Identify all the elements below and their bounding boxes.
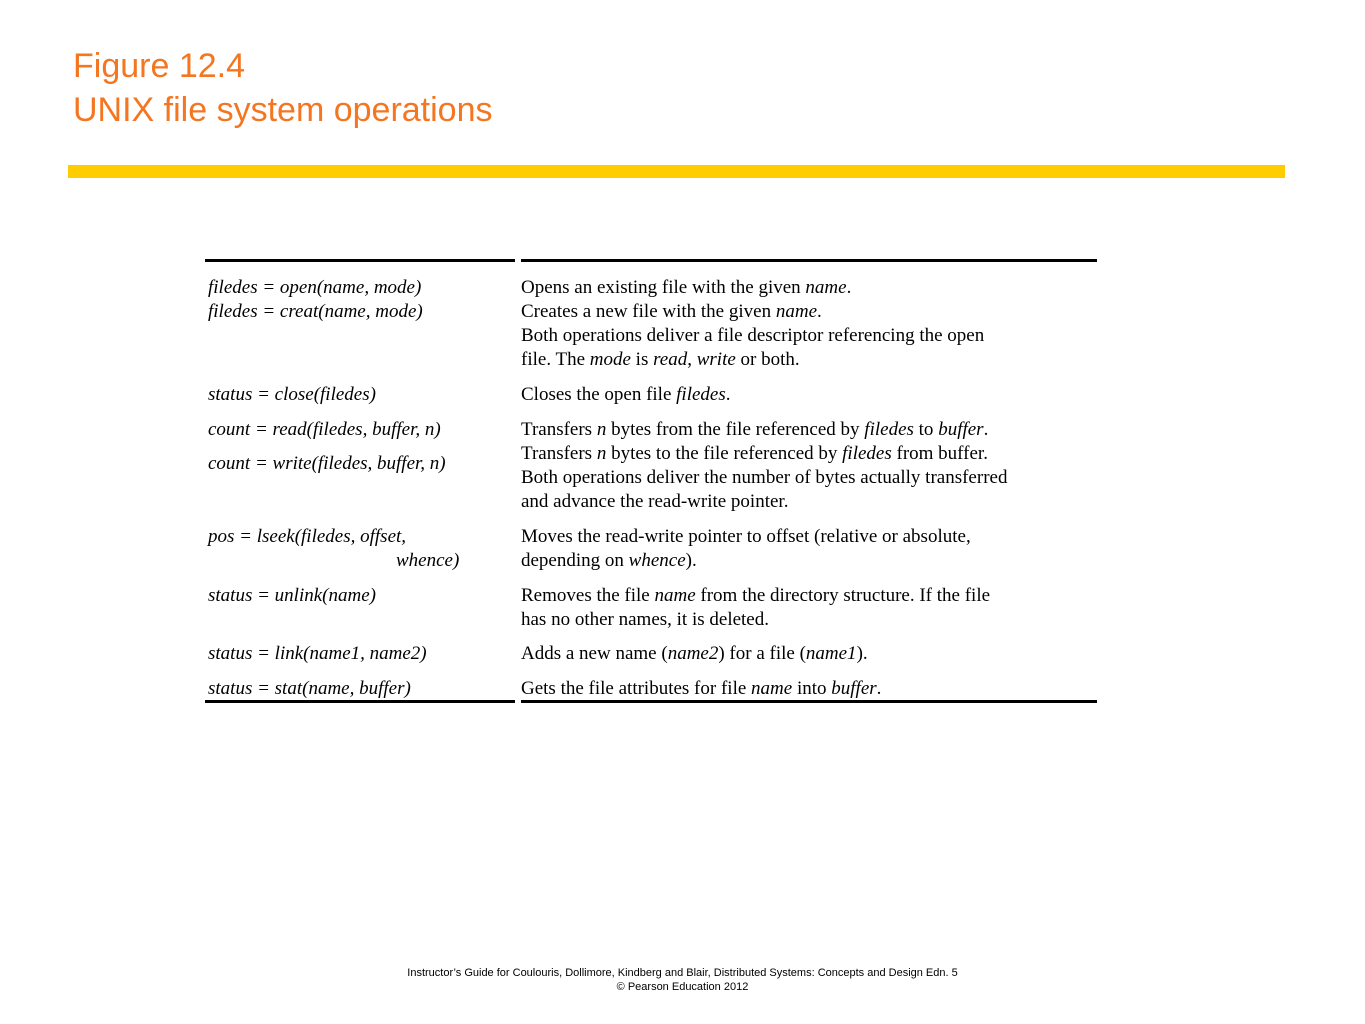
operation-description [521, 383, 731, 407]
description-text: or both. [735, 349, 800, 370]
description-text: from the directory structure. If the file [695, 585, 991, 606]
description-line [521, 642, 868, 666]
description-text: Transfers [521, 419, 597, 440]
description-text: . [983, 419, 989, 440]
italic-term: write [696, 349, 736, 370]
table-top-rule-left [205, 259, 515, 262]
table-row [208, 677, 411, 701]
table-row [208, 642, 427, 666]
description-text: is [630, 349, 654, 370]
italic-term: buffer [938, 419, 984, 440]
description-line [521, 348, 984, 372]
description-text: ). [685, 550, 697, 571]
italic-term: whence [628, 550, 686, 571]
footer-citation: Instructor’s Guide for Coulouris, Dollimore, Kindberg and Blair, Distributed Systems: Concepts and Design Edn. 5 [407, 967, 958, 979]
description-text: Adds a new name ( [521, 643, 668, 664]
italic-term: mode [589, 349, 631, 370]
description-text: Removes the file [521, 585, 655, 606]
table-bottom-rule-right [521, 700, 1097, 703]
figure-number: Figure 12.4 [73, 47, 245, 85]
description-line [521, 490, 1007, 514]
table-row [208, 525, 459, 573]
description-text: . [725, 384, 731, 405]
italic-term: n [596, 419, 607, 440]
operation-description [521, 677, 881, 701]
footer [0, 966, 1365, 994]
operation-description [521, 418, 1007, 514]
description-line [521, 466, 1007, 490]
table-row [208, 276, 423, 324]
description-text: and advance the read-write pointer. [521, 491, 789, 512]
slide-title [73, 44, 493, 132]
description-text: . [846, 277, 852, 298]
description-line [521, 525, 971, 549]
operation-description [521, 276, 984, 372]
italic-term: filedes [676, 384, 726, 405]
italic-term: n [596, 443, 607, 464]
description-line [521, 383, 731, 407]
call-signature: status = unlink(name) [208, 585, 376, 606]
description-text: from buffer. [891, 443, 988, 464]
italic-term: read [653, 349, 688, 370]
description-text: . [817, 301, 822, 322]
description-line [521, 442, 1007, 466]
call-signature: status = close(filedes) [208, 384, 376, 405]
description-text: Transfers [521, 443, 597, 464]
description-line [521, 549, 971, 573]
description-text: , [687, 349, 697, 370]
table-top-rule-right [521, 259, 1097, 262]
description-line [521, 324, 984, 348]
description-text: Both operations deliver the number of bytes actually transferred [521, 467, 1008, 488]
call-signature: whence) [396, 550, 460, 571]
description-text: has no other names, it is deleted. [521, 609, 769, 630]
footer-copyright: © Pearson Education 2012 [616, 981, 749, 993]
table-row [208, 383, 376, 407]
description-text: into [792, 678, 832, 699]
italic-term: buffer [831, 678, 877, 699]
italic-term: name2 [667, 643, 719, 664]
call-signature: filedes = open(name, mode) [208, 277, 422, 298]
table-bottom-rule-left [205, 700, 515, 703]
description-text: . [876, 678, 882, 699]
description-text: Moves the read-write pointer to offset (relative or absolute, [521, 526, 971, 547]
description-text: Both operations deliver a file descriptor referencing the open [521, 325, 985, 346]
description-line [521, 584, 990, 608]
description-line [521, 677, 881, 701]
description-text: file. The [521, 349, 590, 370]
description-text: bytes to the file referenced by [606, 443, 843, 464]
italic-term: name [654, 585, 696, 606]
description-text: Closes the open file [521, 384, 677, 405]
description-text: Gets the file attributes for file [521, 678, 752, 699]
italic-term: name [751, 678, 793, 699]
description-line [521, 418, 1007, 442]
description-text: to [913, 419, 939, 440]
description-text: ). [856, 643, 868, 664]
call-signature: count = read(filedes, buffer, n) [208, 419, 441, 440]
italic-term: name [775, 301, 817, 322]
italic-term: name [805, 277, 847, 298]
table-row [208, 418, 446, 476]
italic-term: filedes [864, 419, 914, 440]
call-signature: status = link(name1, name2) [208, 643, 427, 664]
table-row [208, 584, 376, 608]
description-text: Opens an existing file with the given [521, 277, 806, 298]
call-signature: count = write(filedes, buffer, n) [208, 453, 446, 474]
operation-description [521, 584, 990, 632]
operation-description [521, 642, 868, 666]
call-signature: status = stat(name, buffer) [208, 678, 411, 699]
description-text: Creates a new file with the given [521, 301, 776, 322]
description-line [521, 276, 984, 300]
call-signature: filedes = creat(name, mode) [208, 301, 423, 322]
title-underline-bar [68, 165, 1285, 178]
description-text: ) for a file ( [718, 643, 806, 664]
description-text: depending on [521, 550, 629, 571]
italic-term: filedes [842, 443, 892, 464]
figure-caption: UNIX file system operations [73, 91, 493, 129]
description-text: bytes from the file referenced by [606, 419, 865, 440]
description-line [521, 608, 990, 632]
call-signature: pos = lseek(filedes, offset, [208, 526, 407, 547]
operation-description [521, 525, 971, 573]
description-line [521, 300, 984, 324]
italic-term: name1 [805, 643, 857, 664]
